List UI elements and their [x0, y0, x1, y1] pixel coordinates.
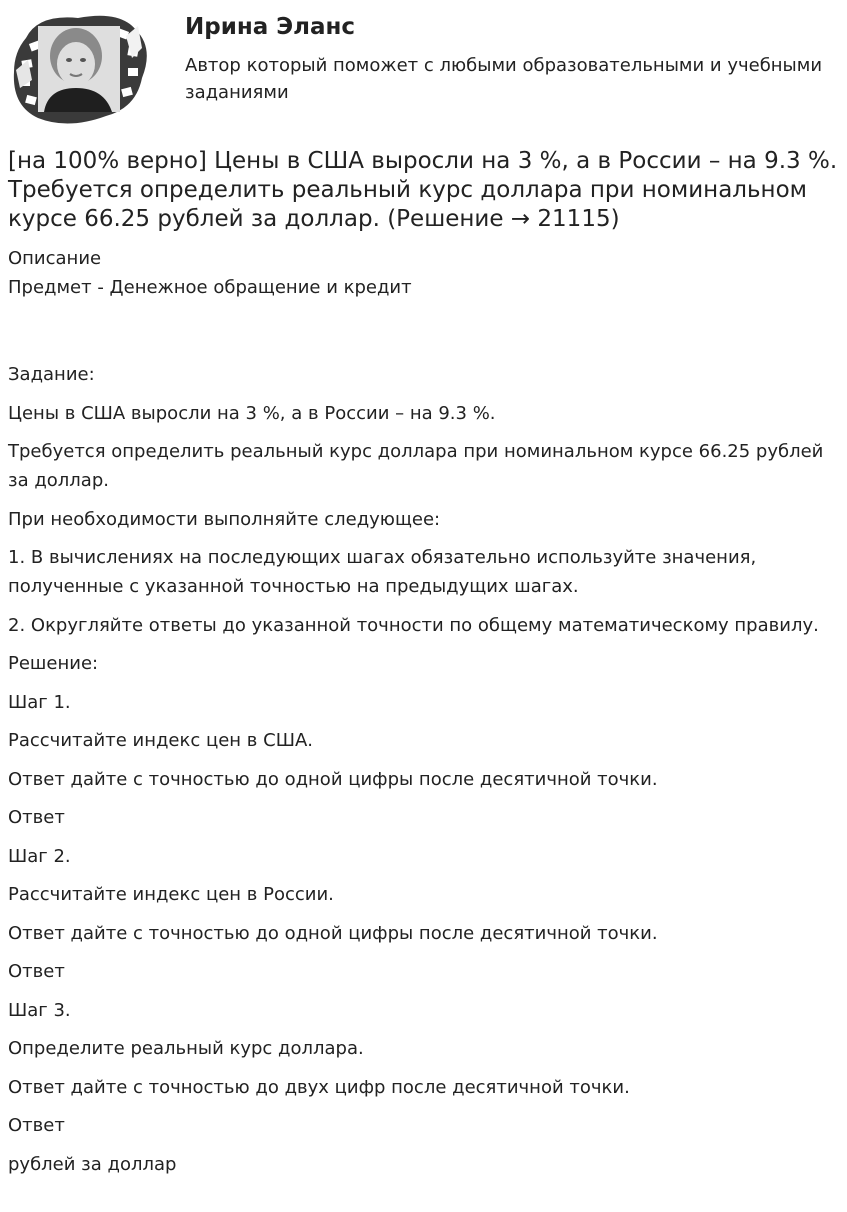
solution-heading: Решение:: [8, 653, 99, 674]
step-precision: Ответ дайте с точностью до двух цифр после десятичной точки.: [8, 1076, 630, 1098]
step-precision: Ответ дайте с точностью до одной цифры после десятичной точки.: [8, 768, 658, 790]
author-avatar[interactable]: [8, 8, 150, 126]
step-heading: Шаг 1.: [8, 691, 71, 713]
task-condition: Цены в США выросли на 3 %, а в России – на 9.3 %.: [8, 402, 496, 424]
answer-unit: рублей за доллар: [8, 1153, 177, 1175]
portrait-photo: [38, 26, 120, 112]
author-card: [8, 8, 838, 128]
answer-label: Ответ: [8, 1115, 65, 1136]
author-bio: Автор который поможет с любыми образовательными и учебными заданиями: [185, 55, 823, 103]
task-heading: Задание:: [8, 364, 95, 385]
subject-line: Предмет - Денежное обращение и кредит: [8, 277, 412, 298]
step-heading: Шаг 3.: [8, 999, 71, 1021]
instructions-heading: При необходимости выполняйте следующее:: [8, 508, 441, 530]
instruction-item: 1. В вычислениях на последующих шагах обязательно используйте значения, полученные с указанной точностью на предыдущих шагах.: [8, 547, 757, 597]
step-text: Рассчитайте индекс цен в России.: [8, 884, 334, 905]
answer-label: Ответ: [8, 807, 65, 828]
task-requirement: Требуется определить реальный курс доллара при номинальном курсе 66.25 рублей за доллар.: [8, 441, 824, 491]
step-text: Определите реальный курс доллара.: [8, 1038, 364, 1059]
step-heading: Шаг 2.: [8, 845, 71, 867]
spacer: [8, 331, 840, 360]
task-content: [8, 244, 840, 1188]
description-label: Описание: [8, 248, 102, 269]
step-precision: Ответ дайте с точностью до одной цифры после десятичной точки.: [8, 922, 658, 944]
step-text: Рассчитайте индекс цен в США.: [8, 730, 313, 751]
instruction-item: 2. Округляйте ответы до указанной точности по общему математическому правилу.: [8, 614, 819, 636]
page-title: [на 100% верно] Цены в США выросли на 3 %, а в России – на 9.3 %. Требуется определить реальный курс доллара при номинальном курсе 66.25 рублей за доллар. (Решение → 21115): [8, 148, 838, 232]
answer-label: Ответ: [8, 961, 65, 982]
author-name[interactable]: Ирина Эланс: [185, 14, 356, 40]
